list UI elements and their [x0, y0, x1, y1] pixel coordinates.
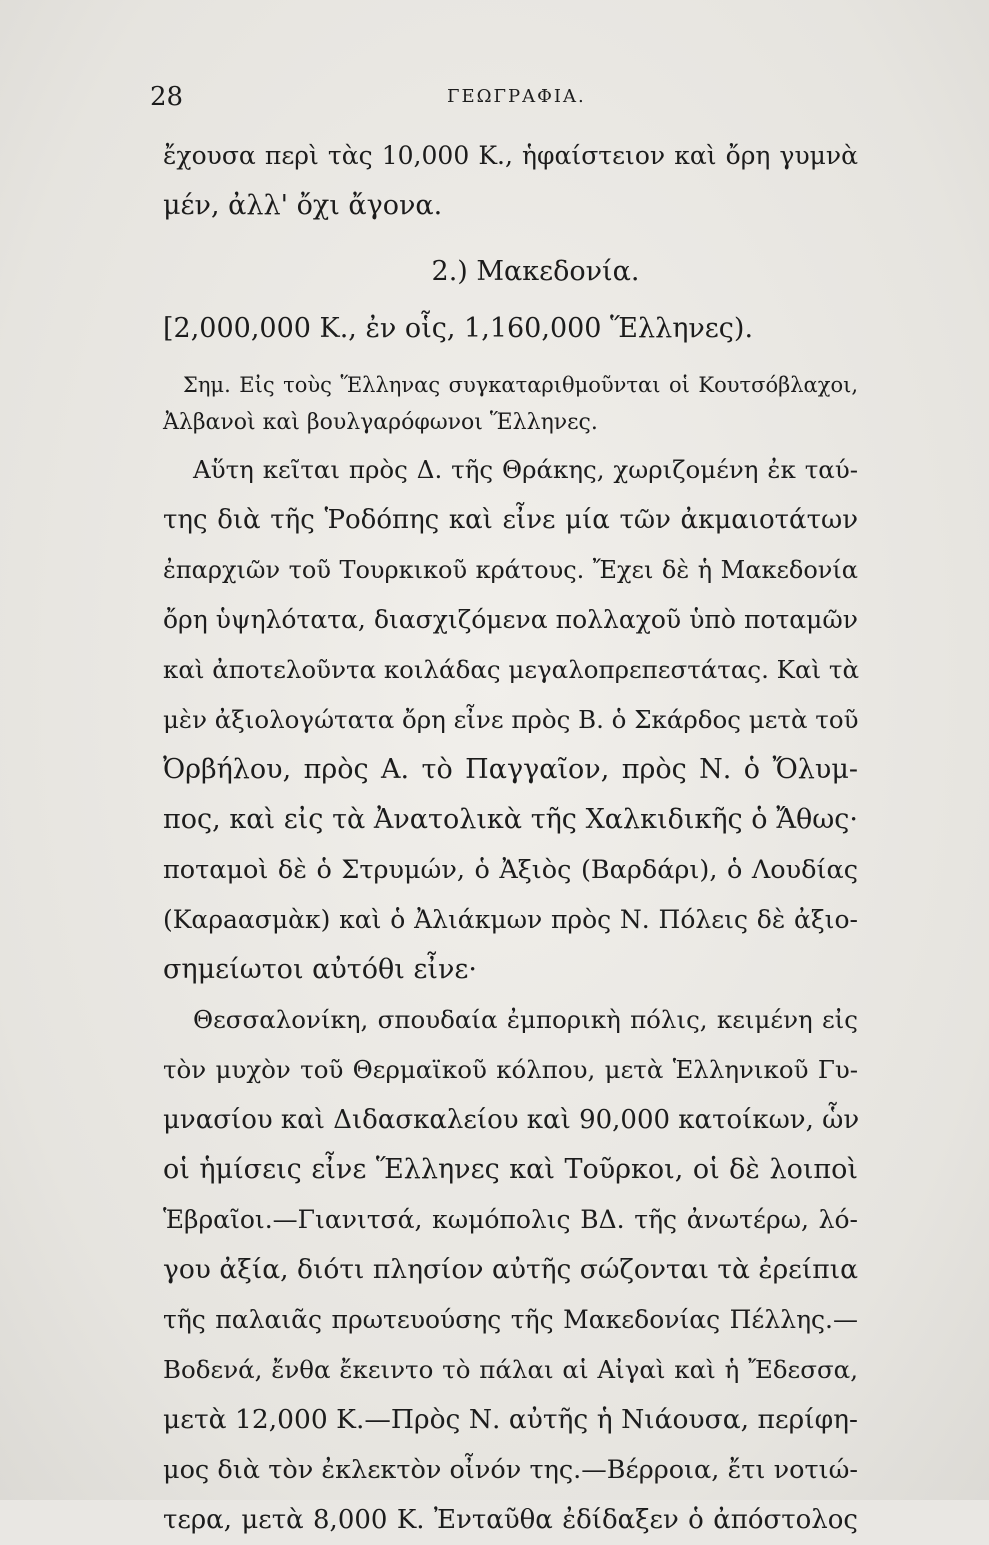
text-line: καὶ ἀποτελοῦντα κοιλάδας μεγαλοπρεπεστάτας. Καὶ τὰ — [163, 655, 860, 684]
text-line: ποταμοὶ δὲ ὁ Στρυμών, ὁ Ἀξιὸς (Βαρδάρι), ὁ Λουδίας — [163, 855, 858, 885]
text-line: τὸν μυχὸν τοῦ Θερμαϊκοῦ κόλπου, μετὰ Ἑλληνικοῦ Γυ- — [163, 1055, 858, 1084]
text-line: Ἑβραῖοι.—Γιανιτσά, κωμόπολις ΒΔ. τῆς ἀνωτέρω, λό- — [163, 1205, 858, 1234]
page-number: 28 — [150, 82, 184, 112]
text-line: Αὕτη κεῖται πρὸς Δ. τῆς Θράκης, χωριζομένη ἐκ ταύ- — [193, 455, 858, 484]
running-title: ΓΕΩΓΡΑΦΙΑ. — [447, 86, 586, 107]
text-line: τερα, μετὰ 8,000 Κ. Ἐνταῦθα ἐδίδαξεν ὁ ἀπόστολος — [163, 1505, 858, 1535]
text-line: μὲν ἀξιολογώτατα ὄρη εἶνε πρὸς Β. ὁ Σκάρδος μετὰ τοῦ — [163, 705, 859, 734]
note-line: Ἀλβανοὶ καὶ βουλγαρόφωνοι Ἕλληνες. — [163, 410, 598, 435]
text-line: τῆς παλαιᾶς πρωτευούσης τῆς Μακεδονίας Πέλλης.— — [163, 1305, 858, 1334]
text-line: πος, καὶ εἰς τὰ Ἀνατολικὰ τῆς Χαλκιδικῆς ὁ Ἄθως· — [163, 804, 858, 835]
text-line: Θεσσαλονίκη, σπουδαία ἐμπορικὴ πόλις, κειμένη εἰς — [193, 1005, 858, 1034]
text-line: Ὀρβήλου, πρὸς Α. τὸ Παγγαῖον, πρὸς Ν. ὁ Ὄλυμ- — [163, 754, 858, 785]
text-line: μετὰ 12,000 Κ.—Πρὸς Ν. αὐτῆς ἡ Νιάουσα, περίφη- — [163, 1404, 858, 1435]
text-line: οἱ ἡμίσεις εἶνε Ἕλληνες καὶ Τοῦρκοι, οἱ δὲ λοιποὶ — [163, 1154, 858, 1185]
text-line: της διὰ τῆς Ῥοδόπης καὶ εἶνε μία τῶν ἀκμαιοτάτων — [163, 505, 858, 535]
page-header — [0, 82, 989, 122]
text-line: ὄρη ὑψηλότατα, διασχιζόμενα πολλαχοῦ ὑπὸ ποταμῶν — [163, 605, 858, 634]
body-text — [163, 445, 858, 1545]
section-heading: 2.) Μακεδονία. — [431, 256, 640, 287]
section-heading-block — [163, 243, 858, 357]
footnote-block — [163, 366, 858, 442]
text-line: ἔχουσα περὶ τὰς 10,000 Κ., ἡφαίστειον καὶ ὄρη γυμνὰ — [163, 141, 858, 170]
text-line: ἐπαρχιῶν τοῦ Τουρκικοῦ κράτους. Ἔχει δὲ ἡ Μακεδονία — [163, 556, 858, 584]
text-line: μέν, ἀλλ' ὄχι ἄγονα. — [163, 190, 443, 221]
text-line: σημείωτοι αὐτόθι εἶνε· — [163, 954, 477, 985]
text-line: Βοδενά, ἔνθα ἔκειντο τὸ πάλαι αἱ Αἰγαὶ καὶ ἡ Ἔδεσσα, — [163, 1355, 858, 1384]
text-line: γου ἀξία, διότι πλησίον αὐτῆς σώζονται τὰ ἐρείπια — [163, 1254, 858, 1285]
note-line: Σημ. Εἰς τοὺς Ἕλληνας συγκαταριθμοῦνται οἱ Κουτσόβλαχοι, — [183, 373, 858, 397]
text-block-top — [163, 131, 858, 231]
text-line: μνασίου καὶ Διδασκαλείου καὶ 90,000 κατοίκων, ὧν — [163, 1105, 860, 1135]
text-line: (Καρaασμὰκ) καὶ ὁ Ἀλιάκμων πρὸς Ν. Πόλεις δὲ ἀξιο- — [163, 905, 858, 934]
population-line: [2,000,000 Κ., ἐν οἷς, 1,160,000 Ἕλληνες). — [163, 313, 754, 344]
text-line: μος διὰ τὸν ἐκλεκτὸν οἶνόν της.—Βέρροια, ἔτι νοτιώ- — [163, 1455, 858, 1485]
